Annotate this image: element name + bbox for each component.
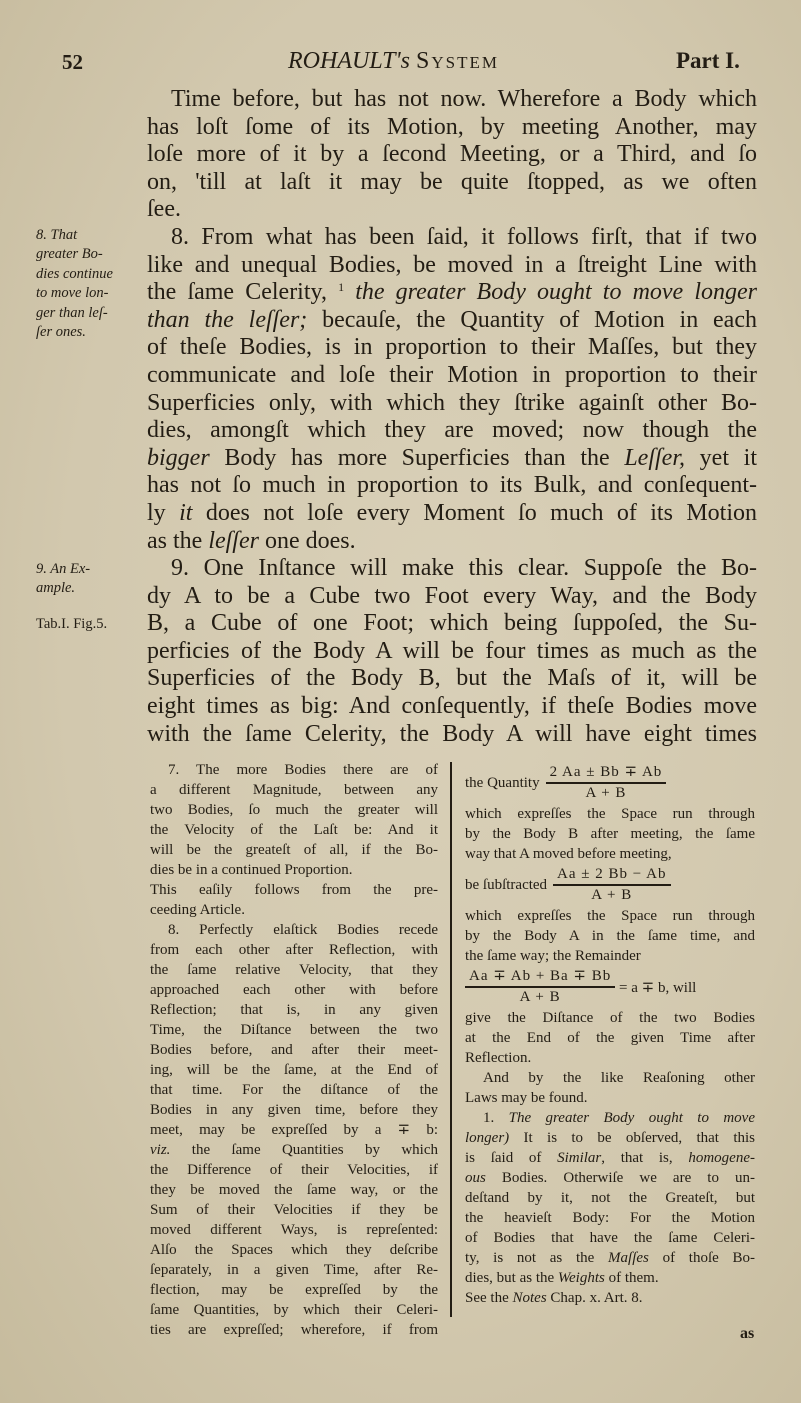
text-run: Superficies only, with which they ſtrike againſt other Bo-: [147, 389, 757, 416]
text-run: This eaſily follows from the pre-: [150, 882, 438, 898]
text-run: dy A to be a Cube two Foot every Way, and the Body: [147, 582, 757, 609]
text-line: [150, 1080, 438, 1100]
text-run: And by the like Reaſoning other: [483, 1070, 755, 1086]
text-run: approached each other with before: [150, 982, 438, 998]
text-run: the Difference of their Velocities, if: [150, 1162, 438, 1178]
text-run: Reflection.: [465, 1050, 532, 1066]
text-run: which expreſſes the Space run through: [465, 908, 755, 924]
fraction: [546, 763, 667, 803]
catchword: as: [740, 1325, 755, 1342]
numerator: 2 Aa ± Bb ∓ Ab: [546, 763, 667, 784]
text-run: ty, is not as the: [465, 1250, 609, 1266]
text-line: [147, 417, 757, 445]
text-line: [465, 1228, 755, 1248]
text-line: [147, 528, 757, 556]
text-line: [147, 693, 757, 721]
text-run: ſeparately, in a given Time, after Re-: [150, 1262, 438, 1278]
margin-note-line: 8. That: [36, 227, 78, 243]
text-run: 7. The more Bodies there are of: [168, 762, 438, 778]
margin-note-line: 9. An Ex-: [36, 561, 91, 577]
text-line: [147, 638, 757, 666]
text-run: by the Body A in the ſame time, and: [465, 928, 755, 944]
text-line: [147, 555, 757, 583]
text-run: the ſame relative Velocity, that they: [150, 962, 438, 978]
text-run: they be moved the ſame way, or the: [150, 1182, 438, 1198]
text-run: It is to be obſerved, that this: [509, 1130, 755, 1146]
text-run: yet it: [685, 444, 758, 471]
text-line: [465, 1008, 755, 1028]
text-line: [147, 169, 757, 197]
text-line: [147, 196, 757, 224]
italic-text: viz.: [150, 1142, 171, 1158]
text-run: the Velocity of the Laſt be: And it: [150, 822, 438, 838]
text-line: [465, 1208, 755, 1228]
text-run: dies, amongſt which they are moved; now though the: [147, 417, 757, 444]
margin-note-line: ger than leſ-: [36, 304, 108, 321]
text-run: dies be in a continued Proportion.: [150, 862, 353, 878]
margin-note-line: Tab.I. Fig.5.: [36, 616, 108, 632]
text-line: [465, 804, 755, 824]
text-run: is ſaid of: [465, 1150, 558, 1166]
text-run: 8. From what has been ſaid, it follows firſt, that if two: [171, 223, 757, 250]
text-line: [465, 1188, 755, 1208]
text-line: [150, 1060, 438, 1080]
numerator: Aa ± 2 Bb − Ab: [553, 865, 670, 886]
text-run: flection, may be expreſſed by the: [150, 1282, 438, 1298]
running-header: [0, 48, 801, 80]
text-run: meet, may be expreſſed by a ∓ b:: [150, 1122, 438, 1138]
text-line: [150, 1120, 438, 1140]
text-run: of theſe Bodies, is in proportion to their Maſſes, but they: [147, 334, 757, 361]
text-line: [147, 721, 757, 749]
text-line: [150, 1280, 438, 1300]
denominator: A + B: [591, 887, 633, 903]
text-line: [147, 500, 757, 528]
text-run: ſame Quantities, by which their Celeri-: [150, 1302, 438, 1318]
text-run: ties are expreſſed; wherefore, if from: [150, 1322, 438, 1338]
text-run: eight times as big: And conſequently, if theſe Bodies move: [147, 693, 757, 720]
numerator: Aa ∓ Ab + Ba ∓ Bb: [465, 967, 615, 988]
text-line: [465, 1128, 755, 1148]
text-run: way that A moved before meeting,: [465, 846, 672, 862]
text-run: the heavieſt Body: For the Motion: [465, 1210, 755, 1226]
text-run: like and unequal Bodies, be moved in a ſtreight Line with: [147, 251, 757, 278]
text-line: [147, 252, 757, 280]
text-line: [147, 114, 757, 142]
text-run: does not loſe every Moment ſo much of its Motion: [192, 499, 758, 526]
text-line: [465, 1168, 755, 1188]
text-line: [150, 840, 438, 860]
text-run: 1.: [483, 1110, 509, 1126]
text-run: one does.: [258, 527, 356, 554]
text-line: [150, 1260, 438, 1280]
text-run: Reflection; that is, in any given: [150, 1002, 438, 1018]
text-run: See the: [465, 1290, 513, 1306]
text-run: the ſame Quantities by which: [170, 1142, 438, 1158]
text-run: loſe more of it by a ſecond Meeting, or a Third, and ſo: [147, 141, 757, 168]
text-run: two Bodies, ſo much the greater will: [150, 802, 438, 818]
text-line: [150, 1180, 438, 1200]
text-line: [150, 940, 438, 960]
text-run: Superficies of the Body B, but the Maſs of it, will be: [147, 665, 757, 692]
text-run: as the: [147, 527, 209, 554]
text-line: [465, 844, 755, 864]
margin-note-figure-ref: [36, 615, 107, 634]
text-line: [465, 1288, 755, 1308]
margin-note-article-8: [36, 226, 113, 342]
text-run: at the End of the given Time after: [465, 1030, 755, 1046]
text-run: of thoſe Bo-: [648, 1250, 755, 1266]
text-line: [150, 800, 438, 820]
text-line: [150, 1000, 438, 1020]
text-line: [150, 1240, 438, 1260]
text-line: [465, 906, 755, 926]
margin-note-line: greater Bo-: [36, 246, 103, 263]
text-line: [465, 824, 755, 844]
text-run: will be the greateſt of all, if the Bo-: [150, 842, 438, 858]
text-run: 8. Perfectly elaſtick Bodies recede: [168, 922, 438, 938]
footnotes-left-column: [150, 760, 438, 1340]
italic-text: leſſer: [208, 527, 259, 554]
italic-text: it: [179, 499, 193, 526]
text-line: [147, 390, 757, 418]
text-line: [465, 1268, 755, 1288]
italic-text: longer): [465, 1130, 510, 1146]
text-line: [465, 1068, 755, 1088]
italic-text: than the leſſer;: [147, 306, 308, 333]
text-run: Laws may be found.: [465, 1090, 588, 1106]
margin-note-line: ſer ones.: [36, 324, 86, 341]
italic-text: Similar: [557, 1150, 602, 1166]
text-line: [150, 1040, 438, 1060]
margin-note-line: ample.: [36, 580, 76, 597]
text-run: the ſame way; the Remainder: [465, 948, 641, 964]
text-run: Alſo the Spaces which they deſcribe: [150, 1242, 438, 1258]
fraction-formula: [465, 762, 755, 804]
text-run: Body has more Superficies than the: [209, 444, 625, 471]
text-run: Bodies in any given time, before they: [150, 1102, 438, 1118]
italic-text: Weights: [557, 1270, 605, 1286]
text-line: [147, 224, 757, 252]
text-line: [465, 1088, 755, 1108]
text-run: with the ſame Celerity, the Body A will have eight times: [147, 720, 757, 747]
text-run: perficies of the Body A will be four times as much as the: [147, 637, 757, 664]
italic-text: ous: [465, 1170, 486, 1186]
text-line: [465, 1048, 755, 1068]
running-title-system: System: [416, 48, 499, 74]
italic-text: Notes: [512, 1290, 547, 1306]
text-run: ceeding Article.: [150, 902, 245, 918]
text-run: has loſt ſome of its Motion, by meeting Another, may: [147, 113, 757, 140]
text-run: of them.: [604, 1270, 659, 1286]
text-run: the ſame Celerity,: [147, 279, 339, 306]
text-run: Time, the Diſtance between the two: [150, 1022, 438, 1038]
text-line: [147, 472, 757, 500]
text-line: [150, 900, 438, 920]
text-line: [147, 279, 757, 307]
text-line: [147, 141, 757, 169]
text-run: ing, will be the ſame, at the End of: [150, 1062, 438, 1078]
text-run: on, 'till at laſt it may be quite ſtopped, as we often: [147, 168, 757, 195]
text-run: Bodies. Otherwiſe we are to un-: [485, 1170, 755, 1186]
text-line: [150, 1220, 438, 1240]
text-line: [150, 1160, 438, 1180]
text-line: [150, 860, 438, 880]
text-run: moved different Ways, is repreſented:: [150, 1222, 438, 1238]
formula-result: = a ∓ b, will: [615, 979, 697, 996]
italic-text: The greater Body ought to move: [508, 1110, 755, 1126]
text-line: [150, 1140, 438, 1160]
fraction: [465, 967, 615, 1007]
text-line: [150, 1020, 438, 1040]
text-run: deſtand by it, not the Greateſt, but: [465, 1190, 755, 1206]
text-run: becauſe, the Quantity of Motion in each: [307, 306, 757, 333]
text-run: , that is,: [601, 1150, 689, 1166]
text-line: [150, 820, 438, 840]
text-line: [150, 1320, 438, 1340]
text-run: dies, but as the: [465, 1270, 558, 1286]
denominator: A + B: [519, 989, 561, 1005]
main-text: [147, 86, 757, 748]
text-run: Bodies before, and after their meet-: [150, 1042, 438, 1058]
text-run: ly: [147, 499, 180, 526]
text-line: [150, 920, 438, 940]
text-line: [147, 610, 757, 638]
text-run: communicate and loſe their Motion in proportion to their: [147, 361, 757, 388]
formula-label: be ſubſtracted: [465, 876, 548, 893]
text-line: [147, 362, 757, 390]
text-line: [150, 880, 438, 900]
margin-note-article-9: [36, 560, 90, 599]
footnote-marker: 1: [338, 280, 345, 295]
margin-note-line: to move lon-: [36, 285, 109, 302]
text-line: [465, 926, 755, 946]
italic-text: Maſſes: [608, 1250, 649, 1266]
text-run: 9. One Inſtance will make this clear. Suppoſe the Bo-: [171, 555, 757, 582]
text-line: [150, 760, 438, 780]
italic-text: Leſſer,: [624, 444, 685, 471]
text-line: [465, 946, 755, 966]
text-line: [150, 1300, 438, 1320]
text-run: Time before, but has not now. Wherefore a Body which: [171, 86, 757, 112]
text-run: by the Body B after meeting, the ſame: [465, 826, 755, 842]
text-run: Sum of their Velocities if they be: [150, 1202, 438, 1218]
text-line: [147, 86, 757, 114]
running-title: [288, 48, 499, 75]
text-line: [150, 780, 438, 800]
text-line: [147, 583, 757, 611]
text-line: [465, 1028, 755, 1048]
text-line: [465, 1148, 755, 1168]
text-line: [147, 665, 757, 693]
margin-note-line: dies continue: [36, 265, 113, 282]
text-run: Chap. x. Art. 8.: [546, 1290, 643, 1306]
text-line: [147, 445, 757, 473]
fraction-formula: [465, 966, 755, 1008]
italic-text: the greater Body ought to move longer: [344, 279, 757, 306]
text-run: ſee.: [147, 196, 181, 223]
text-line: [150, 1100, 438, 1120]
text-line: [465, 1248, 755, 1268]
part-label: Part I.: [676, 48, 740, 73]
running-title-author: ROHAULT's: [288, 48, 411, 74]
text-line: [147, 334, 757, 362]
text-line: [465, 1108, 755, 1128]
text-run: which expreſſes the Space run through: [465, 806, 755, 822]
column-divider: [450, 762, 452, 1317]
formula-label: the Quantity: [465, 774, 540, 791]
text-line: [147, 307, 757, 335]
text-run: a different Magnitude, between any: [150, 782, 438, 798]
text-run: B, a Cube of one Foot; which being ſuppoſed, the Su-: [147, 610, 757, 637]
text-line: [150, 960, 438, 980]
denominator: A + B: [585, 785, 627, 801]
fraction-formula: [465, 864, 755, 906]
text-run: that time. For the diſtance of the: [150, 1082, 438, 1098]
text-run: of Bodies that have the ſame Celeri-: [465, 1230, 755, 1246]
text-run: has not ſo much in proportion to its Bulk, and conſequent-: [147, 472, 757, 499]
text-line: [150, 980, 438, 1000]
text-run: give the Diſtance of the two Bodies: [465, 1010, 755, 1026]
page-number: 52: [62, 50, 83, 74]
text-line: [150, 1200, 438, 1220]
fraction: [553, 865, 670, 905]
footnotes-right-column: [465, 762, 755, 1308]
italic-text: homogene-: [688, 1150, 755, 1166]
italic-text: bigger: [147, 444, 210, 471]
text-run: from each other after Reflection, with: [150, 942, 438, 958]
